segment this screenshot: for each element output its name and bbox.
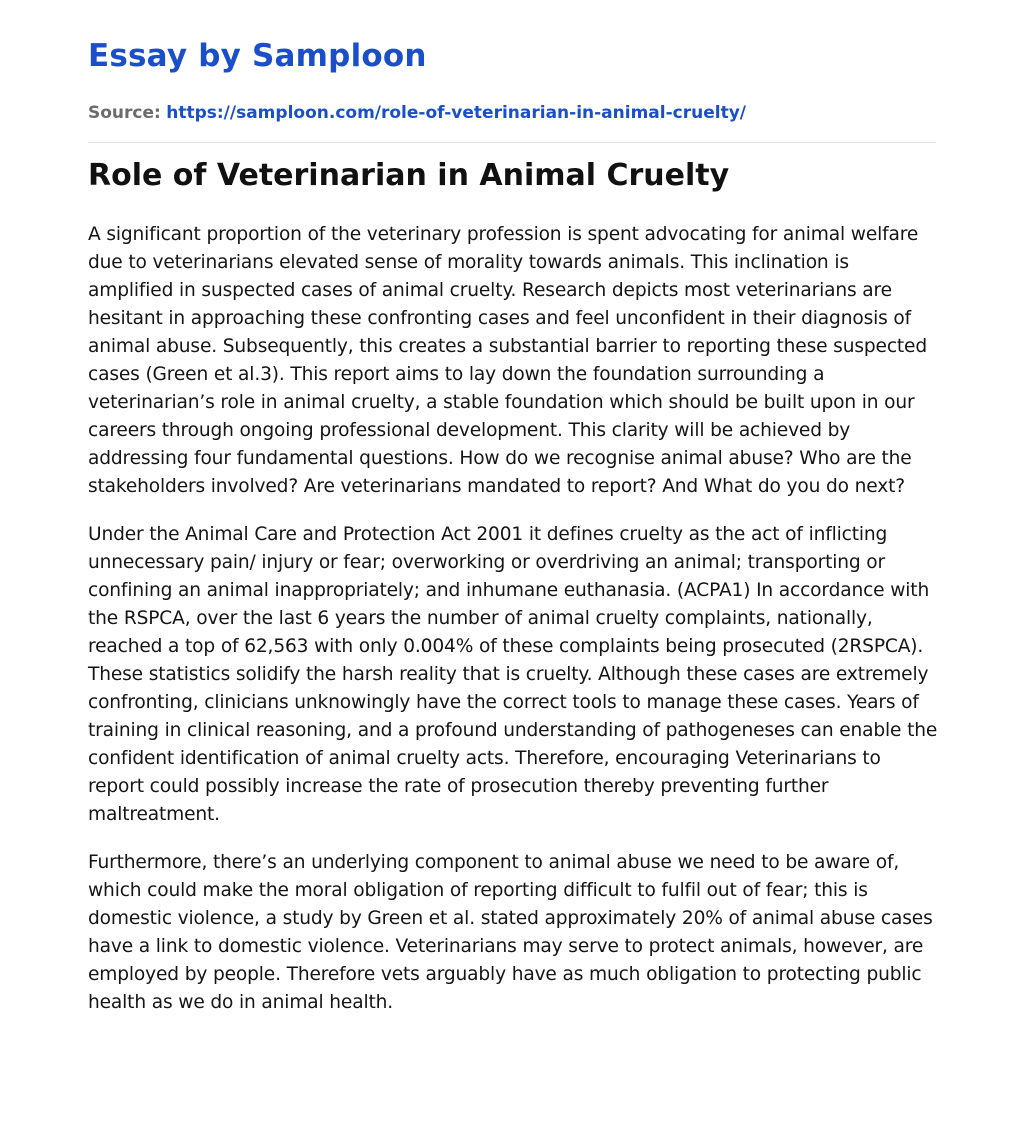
article-title: Role of Veterinarian in Animal Cruelty — [88, 158, 730, 193]
site-brand-title: Essay by Samploon — [88, 38, 427, 74]
paragraph-1: A significant proportion of the veterinary profession is spent advocating for animal welfare due to veterinarians elevated sense of morality towards animals. This inclination is amplified in suspected cases of animal cruelty. Research depicts most veterinarians are hesitant in approaching these confronting cases and feel unconfident in their diagnosis of animal abuse. Subsequently, this creates a substantial barrier to reporting these suspected cases (Green et al.3). This report aims to lay down the foundation surrounding a veterinarian’s role in animal cruelty, a stable foundation which should be built upon in our careers through ongoing professional development. This clarity will be achieved by addressing four fundamental questions. How do we recognise animal abuse? Who are the stakeholders involved? Are veterinarians mandated to report? And What do you do next? — [88, 224, 927, 497]
source-link[interactable]: https://samploon.com/role-of-veterinarian-in-animal-cruelty/ — [166, 103, 746, 123]
paragraph-3: Furthermore, there’s an underlying component to animal abuse we need to be aware of, which could make the moral obligation of reporting difficult to fulfil out of fear; this is domestic violence, a study by Green et al. stated approximately 20% of animal abuse cases have a link to domestic violence. Veterinarians may serve to protect animals, however, are employed by people. Therefore vets arguably have as much obligation to protecting public health as we do in animal health. — [88, 852, 933, 1013]
paragraph-2: Under the Animal Care and Protection Act 2001 it defines cruelty as the act of inflicting unnecessary pain/ injury or fear; overworking or overdriving an animal; transporting or confining an animal inappropriately; and inhumane euthanasia. (ACPA1) In accordance with the RSPCA, over the last 6 years the number of animal cruelty complaints, nationally, reached a top of 62,563 with only 0.004% of these complaints being prosecuted (2RSPCA). These statistics solidify the harsh reality that is cruelty. Although these cases are extremely confronting, clinicians unknowingly have the correct tools to manage these cases. Years of training in clinical reasoning, and a profound understanding of pathogeneses can enable the confident identification of animal cruelty acts. Therefore, encouraging Veterinarians to report could possibly increase the rate of prosecution thereby preventing further maltreatment. — [88, 524, 938, 825]
source-label: Source: — [88, 103, 161, 123]
header-divider — [88, 142, 936, 143]
article-body — [88, 221, 938, 1037]
source-line — [88, 101, 746, 125]
